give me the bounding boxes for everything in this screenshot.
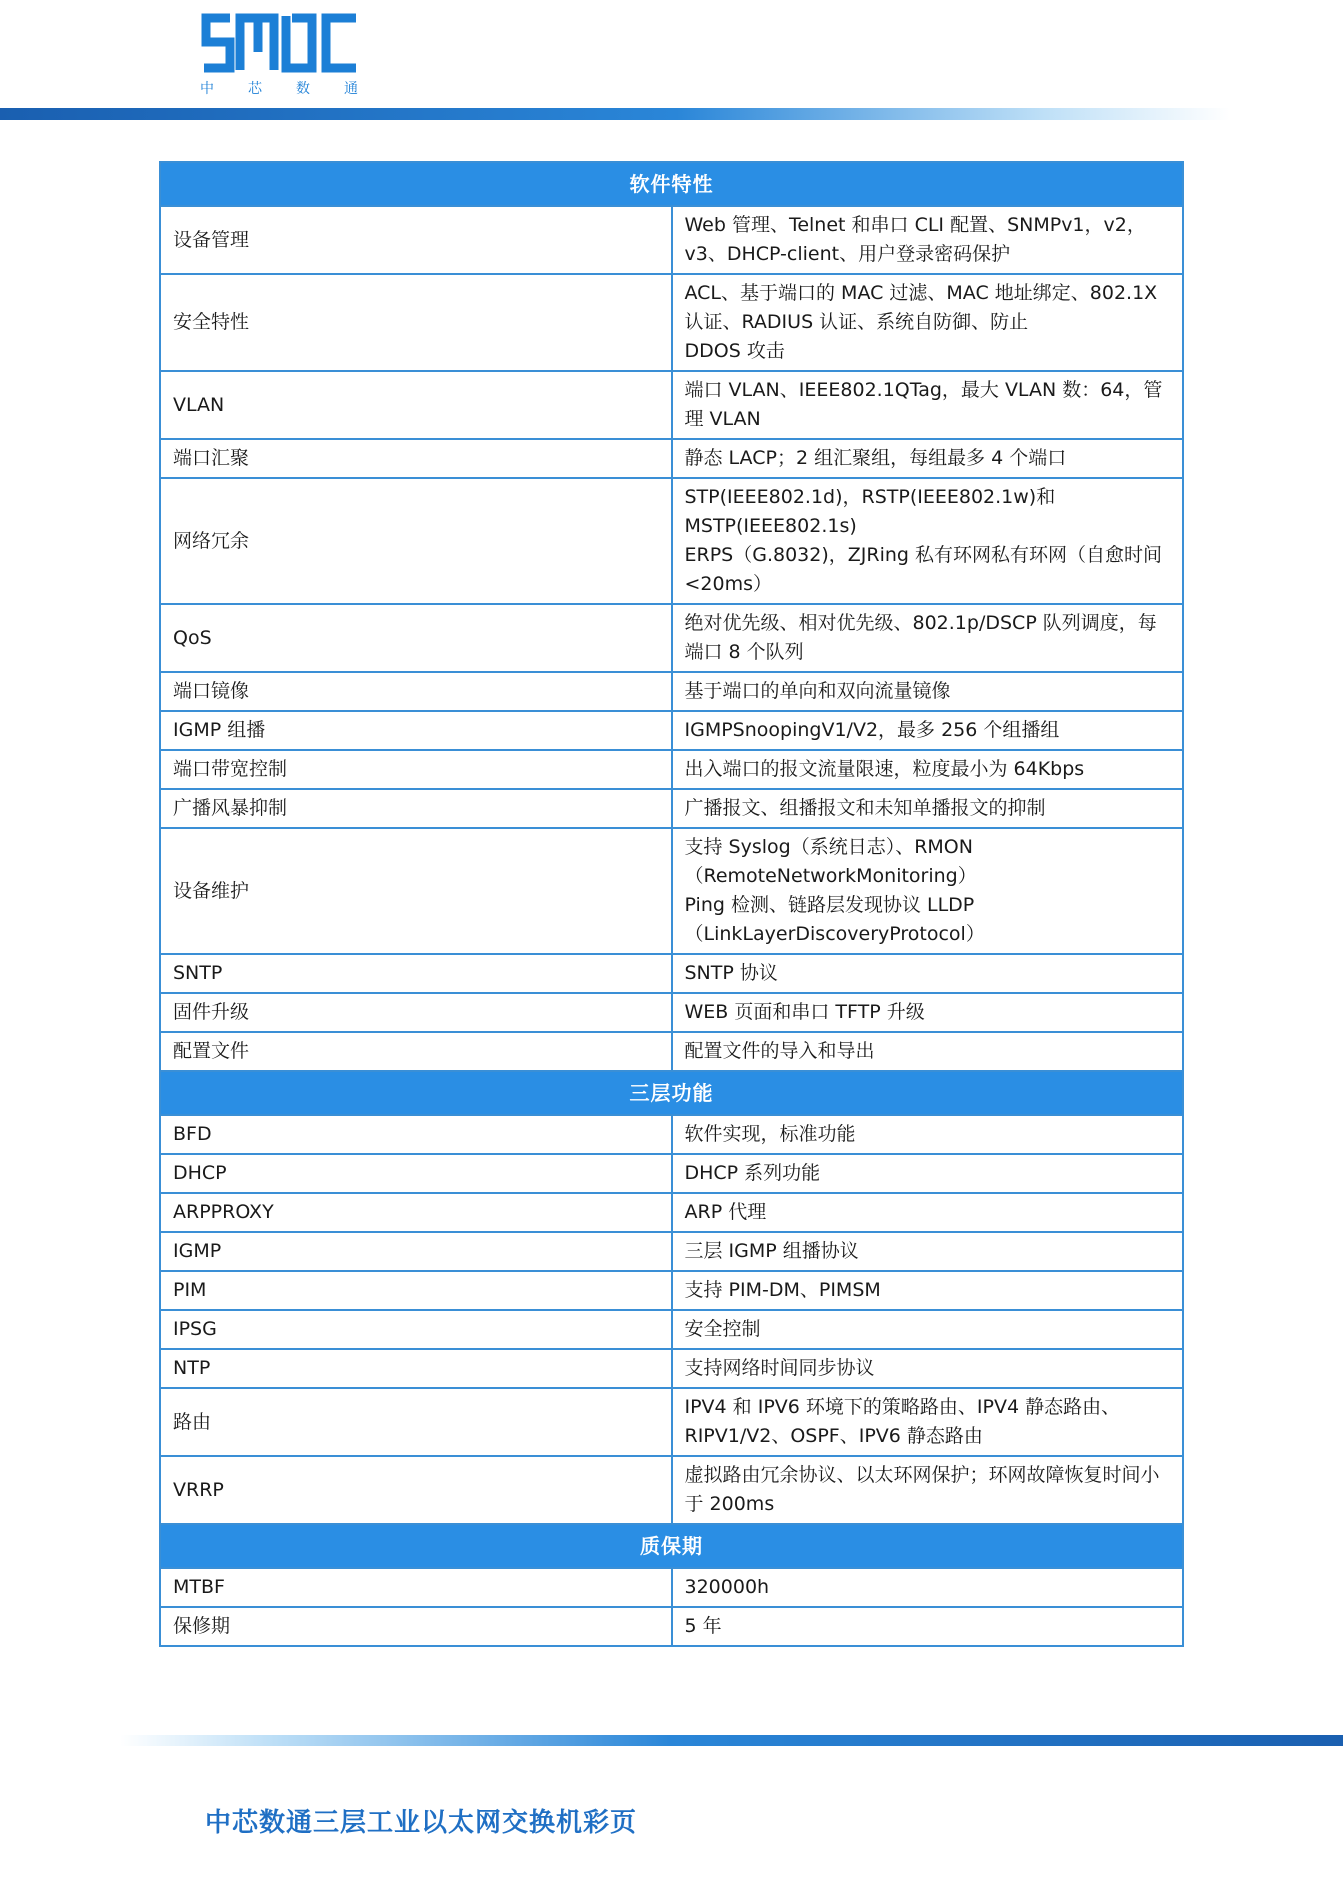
table-row [160, 1388, 1183, 1456]
spec-key: PIM [160, 1271, 672, 1310]
table-row [160, 1310, 1183, 1349]
spec-key: 设备管理 [160, 206, 672, 274]
spec-value-line: 出入端口的报文流量限速，粒度最小为 64Kbps [684, 758, 1085, 780]
spec-value-line: ERPS（G.8032)，ZJRing 私有环网私有环网（自愈时间<20ms） [684, 544, 1162, 595]
section-title: 质保期 [160, 1524, 1183, 1568]
table-row [160, 1271, 1183, 1310]
spec-value-line: 支持 PIM-DM、PIMSM [684, 1279, 881, 1301]
spec-value-line: IGMPSnoopingV1/V2，最多 256 个组播组 [684, 719, 1060, 741]
spec-key: 端口镜像 [160, 672, 672, 711]
table-row [160, 1607, 1183, 1646]
header-gradient-band [0, 108, 1230, 120]
spec-key: IGMP [160, 1232, 672, 1271]
spec-value-line: Ping 检测、链路层发现协议 LLDP（LinkLayerDiscoveryProtocol） [684, 894, 985, 945]
spec-value [672, 1232, 1184, 1271]
logo-char: 数 [296, 81, 312, 97]
spec-value [672, 1388, 1184, 1456]
spec-value [672, 1310, 1184, 1349]
table-row [160, 439, 1183, 478]
logo-char: 通 [344, 81, 360, 97]
spec-value [672, 1349, 1184, 1388]
spec-value [672, 1271, 1184, 1310]
spec-table-body [160, 162, 1183, 1646]
spec-value-line: 支持网络时间同步协议 [684, 1357, 875, 1379]
spec-value-line: DDOS 攻击 [684, 340, 785, 362]
spec-value [672, 206, 1184, 274]
spec-value-line: 配置文件的导入和导出 [684, 1040, 875, 1062]
section-title: 软件特性 [160, 162, 1183, 206]
spec-value-line: 基于端口的单向和双向流量镜像 [684, 680, 951, 702]
spec-value-line: SNTP 协议 [684, 962, 778, 984]
table-row [160, 750, 1183, 789]
spec-value [672, 604, 1184, 672]
table-row [160, 954, 1183, 993]
spec-key: 端口汇聚 [160, 439, 672, 478]
footer-gradient-band [120, 1735, 1343, 1746]
spec-key: 配置文件 [160, 1032, 672, 1071]
table-row [160, 1032, 1183, 1071]
spec-key: BFD [160, 1115, 672, 1154]
table-row [160, 1232, 1183, 1271]
spec-value-line: 安全控制 [684, 1318, 761, 1340]
table-row [160, 672, 1183, 711]
table-row [160, 206, 1183, 274]
spec-key: MTBF [160, 1568, 672, 1607]
logo-char: 芯 [248, 81, 264, 97]
spec-key: NTP [160, 1349, 672, 1388]
table-row [160, 993, 1183, 1032]
spec-value [672, 711, 1184, 750]
spec-value [672, 1193, 1184, 1232]
spec-value-line: STP(IEEE802.1d)，RSTP(IEEE802.1w)和 MSTP(IEEE802.1s) [684, 486, 1056, 537]
spec-value-line: 三层 IGMP 组播协议 [684, 1240, 859, 1262]
spec-key: VRRP [160, 1456, 672, 1524]
spec-value [672, 1568, 1184, 1607]
spec-value [672, 672, 1184, 711]
spec-value [672, 954, 1184, 993]
spec-value [672, 439, 1184, 478]
spec-key: 端口带宽控制 [160, 750, 672, 789]
spec-value [672, 1032, 1184, 1071]
table-row [160, 1154, 1183, 1193]
spec-value-line: 支持 Syslog（系统日志）、RMON（RemoteNetworkMonitoring） [684, 836, 977, 887]
spec-value [672, 1456, 1184, 1524]
spec-key: 固件升级 [160, 993, 672, 1032]
spec-value-line: 端口 VLAN、IEEE802.1QTag，最大 VLAN 数：64，管理 VLAN [684, 379, 1163, 430]
spec-value [672, 789, 1184, 828]
table-row [160, 1349, 1183, 1388]
spec-value-line: 软件实现，标准功能 [684, 1123, 856, 1145]
spec-value [672, 993, 1184, 1032]
spec-key: 网络冗余 [160, 478, 672, 604]
spec-value-line: ACL、基于端口的 MAC 过滤、MAC 地址绑定、802.1X 认证、RADIUS 认证、系统自防御、防止 [684, 282, 1158, 333]
section-header-row [160, 162, 1183, 206]
spec-value-line: 绝对优先级、相对优先级、802.1p/DSCP 队列调度，每端口 8 个队列 [684, 612, 1157, 663]
spec-value [672, 1115, 1184, 1154]
table-row [160, 711, 1183, 750]
spec-key: ARPPROXY [160, 1193, 672, 1232]
spec-value-line: 虚拟路由冗余协议、以太环网保护；环网故障恢复时间小于 200ms [684, 1464, 1160, 1515]
table-row [160, 1193, 1183, 1232]
table-row [160, 604, 1183, 672]
table-row [160, 478, 1183, 604]
table-row [160, 828, 1183, 954]
section-header-row [160, 1524, 1183, 1568]
footer-title: 中芯数通三层工业以太网交换机彩页 [205, 1808, 638, 1838]
logo-subtitle [200, 78, 360, 98]
spec-key: 路由 [160, 1388, 672, 1456]
table-row [160, 371, 1183, 439]
brand-logo [200, 12, 370, 102]
spec-key: IPSG [160, 1310, 672, 1349]
section-title: 三层功能 [160, 1071, 1183, 1115]
spec-key: QoS [160, 604, 672, 672]
spec-value-line: 静态 LACP；2 组汇聚组，每组最多 4 个端口 [684, 447, 1067, 469]
spec-key: 安全特性 [160, 274, 672, 371]
spec-value [672, 274, 1184, 371]
spec-key: 广播风暴抑制 [160, 789, 672, 828]
table-row [160, 789, 1183, 828]
spec-value-line: WEB 页面和串口 TFTP 升级 [684, 1001, 925, 1023]
section-header-row [160, 1071, 1183, 1115]
spec-value [672, 828, 1184, 954]
spec-table [159, 161, 1184, 1647]
spec-value-line: 320000h [684, 1576, 770, 1598]
spec-value-line: Web 管理、Telnet 和串口 CLI 配置、SNMPv1，v2，v3、DHCP-client、用户登录密码保护 [684, 214, 1146, 265]
spec-value [672, 478, 1184, 604]
spec-value [672, 1607, 1184, 1646]
logo-char: 中 [200, 81, 216, 97]
spec-value-line: ARP 代理 [684, 1201, 767, 1223]
spec-key: 设备维护 [160, 828, 672, 954]
spec-value-line: IPV4 和 IPV6 环境下的策略路由、IPV4 静态路由、RIPV1/V2、OSPF、IPV6 静态路由 [684, 1396, 1121, 1447]
spec-value [672, 1154, 1184, 1193]
spec-value-line: 广播报文、组播报文和未知单播报文的抑制 [684, 797, 1046, 819]
table-row [160, 274, 1183, 371]
spec-key: SNTP [160, 954, 672, 993]
spec-value-line: 5 年 [684, 1615, 722, 1637]
table-row [160, 1456, 1183, 1524]
table-row [160, 1115, 1183, 1154]
spec-key: 保修期 [160, 1607, 672, 1646]
spec-key: IGMP 组播 [160, 711, 672, 750]
smdc-logo-mark [200, 12, 360, 74]
spec-key: VLAN [160, 371, 672, 439]
spec-value [672, 371, 1184, 439]
spec-key: DHCP [160, 1154, 672, 1193]
table-row [160, 1568, 1183, 1607]
spec-value-line: DHCP 系列功能 [684, 1162, 821, 1184]
spec-value [672, 750, 1184, 789]
